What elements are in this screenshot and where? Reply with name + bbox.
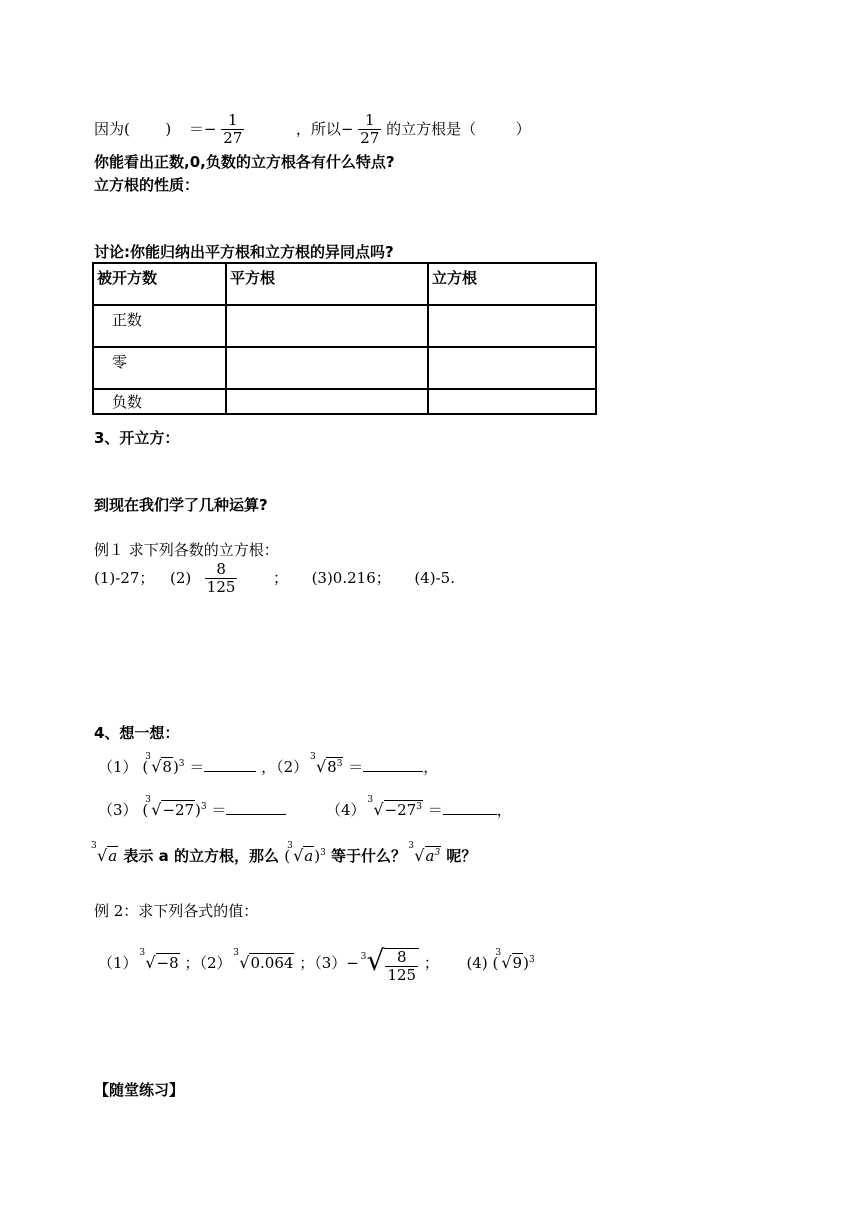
header-radicand: 被开方数 bbox=[93, 263, 226, 305]
cell-positive: 正数 bbox=[93, 305, 226, 347]
item-d: (4)-5. bbox=[414, 568, 455, 587]
example-2-title: 例 2：求下列各式的值： bbox=[94, 902, 259, 920]
think-row-2: （3） ( 3 √−27)$^3$ ＝ （4） 3 $√-27^3$ ＝ ， bbox=[98, 795, 512, 819]
label-properties: 立方根的性质： bbox=[94, 176, 200, 194]
equals: ＝ bbox=[348, 758, 364, 776]
table-header-row bbox=[93, 263, 596, 305]
blank-3[interactable] bbox=[226, 800, 286, 815]
header-square-root: 平方根 bbox=[226, 263, 428, 305]
cube-root-neg-27-cubed: 3 $√-27^3$ bbox=[367, 795, 422, 819]
radical-icon: √ bbox=[293, 846, 304, 865]
radical-icon: √ bbox=[97, 846, 108, 865]
fraction-numerator: 1 bbox=[227, 111, 238, 129]
cell-negative-sqrt bbox=[226, 389, 428, 414]
cell-negative-cbrt bbox=[428, 389, 596, 414]
fraction-8-125 bbox=[205, 561, 238, 597]
cube-root-a: 3 √a bbox=[91, 841, 118, 865]
equals: ＝ bbox=[427, 801, 443, 819]
paren-open: ( bbox=[142, 758, 149, 776]
think-row-1: （1） ( 3 √8)$^3$ ＝ ，（2） 3 $√8^3$ ＝ ， bbox=[98, 752, 439, 776]
question-features: 你能看出正数,0,负数的立方根各有什么特点? bbox=[94, 153, 395, 171]
cell-positive-cbrt bbox=[428, 305, 596, 347]
question-operations: 到现在我们学了几种运算? bbox=[94, 496, 268, 514]
radical-icon: √ bbox=[373, 800, 384, 819]
cube-root-9-cubed: ( 3 √9)$^3$ bbox=[492, 948, 535, 973]
item-b-separator: ； bbox=[272, 568, 288, 587]
cube-root-a-cubed: 3 $√a^3$ bbox=[408, 841, 441, 865]
table-row bbox=[93, 305, 596, 347]
fraction-1-27 bbox=[221, 112, 244, 148]
paren-close: ) bbox=[195, 801, 201, 819]
cell-negative: 负数 bbox=[93, 389, 226, 414]
think-item-4: （4） bbox=[326, 801, 366, 819]
blank-4[interactable] bbox=[443, 800, 497, 815]
fraction-numerator: 1 bbox=[364, 111, 375, 129]
header-cube-root: 立方根 bbox=[428, 263, 596, 305]
item-b: (2) bbox=[169, 568, 192, 587]
cell-zero: 零 bbox=[93, 347, 226, 389]
comparison-table bbox=[92, 262, 597, 415]
text-equals-minus: ＝− bbox=[188, 119, 217, 138]
radical-icon: √ bbox=[501, 953, 512, 973]
fraction-denominator: 27 bbox=[360, 129, 380, 148]
item-c: (3)0.216； bbox=[311, 568, 391, 587]
paren-open: ( bbox=[142, 801, 149, 819]
cube-root-a-cubed-expr: ( 3 √a)$^3$ bbox=[284, 841, 326, 865]
blank-2[interactable] bbox=[363, 757, 423, 772]
text-paren-close: ） bbox=[515, 119, 531, 138]
paren-close: ) bbox=[172, 758, 179, 776]
practice-heading: 【随堂练习】 bbox=[94, 1081, 185, 1099]
cube-root-8: 3 √8 bbox=[145, 752, 172, 776]
cell-zero-sqrt bbox=[226, 347, 428, 389]
section-4-heading: 4、想一想： bbox=[94, 724, 180, 742]
radical-icon: √ bbox=[151, 757, 162, 776]
text-close-paren: ) bbox=[165, 119, 172, 138]
equals: ＝ bbox=[211, 801, 227, 819]
text-because: 因为( bbox=[94, 119, 130, 138]
fraction-denominator: 125 bbox=[206, 578, 236, 597]
cube-root-fraction: 3 √ $\frac{8}{125}$ bbox=[367, 944, 419, 984]
cell-zero-cbrt bbox=[428, 347, 596, 389]
fraction-1-27-b bbox=[358, 112, 381, 148]
think-item-3: （3） bbox=[98, 801, 138, 819]
discussion-prompt: 讨论:你能归纳出平方根和立方根的异同点吗? bbox=[94, 243, 394, 261]
table-row bbox=[93, 347, 596, 389]
text-cube-root-is: 的立方根是（ bbox=[386, 119, 477, 138]
think-item-2: ，（2） bbox=[261, 758, 309, 776]
fraction-numerator: 8 bbox=[216, 560, 226, 578]
cell-positive-sqrt bbox=[226, 305, 428, 347]
cube-root-neg-27: 3 √−27 bbox=[145, 795, 195, 819]
question-cube-root: 3 √a 表示 a 的立方根，那么 ( 3 √a)$^3$ 等于什么？ 3 $√a^3$ 呢？ bbox=[91, 841, 477, 865]
equals: ＝ bbox=[189, 758, 205, 776]
radical-icon: √ bbox=[315, 757, 327, 776]
fraction-denominator: 27 bbox=[223, 129, 243, 148]
cube-root-8-cubed: 3 $√8^3$ bbox=[309, 752, 343, 776]
table-row bbox=[93, 389, 596, 414]
line-cube-statement bbox=[94, 112, 531, 148]
radical-icon: √ bbox=[414, 846, 425, 865]
cube-root-neg-8: 3 √−8 bbox=[139, 948, 179, 973]
item-a: (1)-27； bbox=[94, 568, 155, 587]
example-2-items: （1） 3 √−8 ；（2） 3 √0.064 ；（3）− 3 √ $\frac{8}{125}$ ； (4) ( 3 √9)$^3$ bbox=[98, 944, 535, 984]
think-item-1: （1） bbox=[98, 758, 138, 776]
text-so: ，所以− bbox=[295, 119, 354, 138]
radical-icon: √ bbox=[151, 800, 162, 819]
cube-root-0064: 3 √0.064 bbox=[233, 948, 294, 973]
section-3-heading: 3、开立方： bbox=[94, 429, 180, 447]
radical-icon: √ bbox=[239, 953, 250, 973]
blank-1[interactable] bbox=[204, 757, 256, 772]
example-1-title: 例１ 求下列各数的立方根： bbox=[94, 541, 279, 559]
radical-icon: √ bbox=[366, 944, 385, 977]
example-1-items bbox=[94, 561, 455, 597]
radical-icon: √ bbox=[145, 953, 156, 973]
